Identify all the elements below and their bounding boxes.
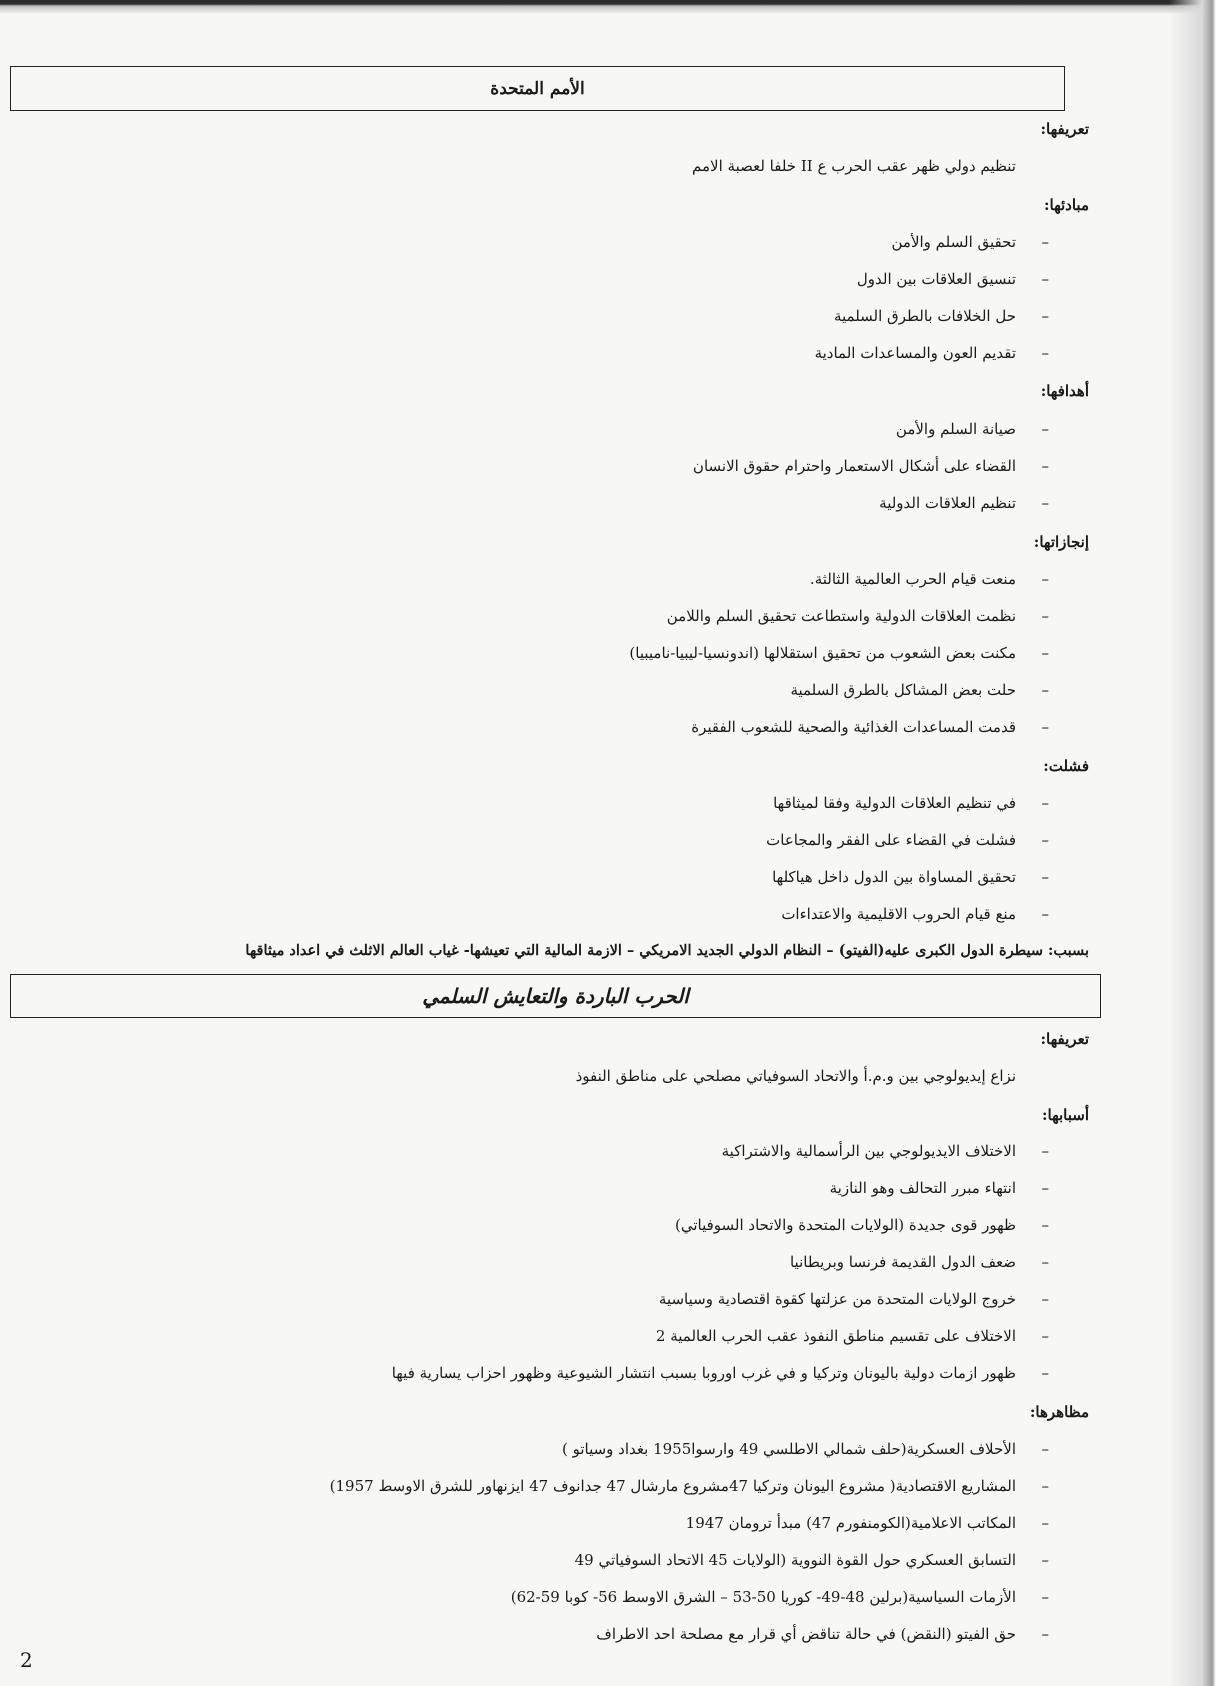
un-principles-heading: مبادئها: — [1043, 196, 1089, 214]
list-item: – قدمت المساعدات الغذائية والصحية للشعوب الفقيرة — [691, 718, 1049, 736]
list-item: – في تنظيم العلاقات الدولية وفقا لميثاقها — [773, 794, 1049, 812]
list-item: – منع قيام الحروب الاقليمية والاعتداءات — [781, 905, 1049, 923]
un-title-banner — [10, 66, 1065, 111]
list-item: – تنظيم العلاقات الدولية — [879, 494, 1049, 512]
list-item: – القضاء على أشكال الاستعمار واحترام حقوق الانسان — [692, 457, 1049, 475]
list-item: – تنسيق العلاقات بين الدول — [856, 270, 1049, 288]
list-item: – مكنت بعض الشعوب من تحقيق استقلالها (اندونسيا-ليبيا-ناميبيا) — [629, 644, 1049, 662]
un-failure-causes: بسبب: سيطرة الدول الكبرى عليه(الفيتو) – النظام الدولي الجديد الامريكي – الازمة المالية التي تعيشها- غياب العالم الاثلث في اعداد ميثاقها — [245, 942, 1089, 959]
page-number: 2 — [20, 1648, 33, 1672]
list-item: – فشلت في القضاء على الفقر والمجاعات — [766, 831, 1049, 849]
un-achievements-heading: إنجازاتها: — [1033, 533, 1089, 551]
cold-war-causes-heading: أسبابها: — [1041, 1106, 1089, 1124]
cold-war-title-banner — [10, 974, 1101, 1018]
list-item: – الأحلاف العسكرية(حلف شمالي الاطلسي 49 وارسوا1955 بغداد وسياتو ) — [561, 1440, 1049, 1458]
list-item: – منعت قيام الحرب العالمية الثالثة. — [809, 570, 1049, 588]
list-item: – انتهاء مبرر التحالف وهو النازية — [829, 1179, 1049, 1197]
list-item: – تحقيق المساواة بين الدول داخل هياكلها — [772, 868, 1049, 886]
list-item: – ظهور قوى جديدة (الولايات المتحدة والاتحاد السوفياتي) — [674, 1216, 1049, 1234]
list-item: – خروج الولايات المتحدة من عزلتها كقوة اقتصادية وسياسية — [658, 1290, 1049, 1308]
list-item: – تحقيق السلم والأمن — [891, 233, 1049, 251]
list-item: – حلت بعض المشاكل بالطرق السلمية — [790, 681, 1049, 699]
list-item: – حل الخلافات بالطرق السلمية — [833, 307, 1049, 325]
un-goals-heading: أهدافها: — [1040, 382, 1089, 400]
list-item: – ظهور ازمات دولية باليونان وتركيا و في غرب اوروبا بسبب انتشار الشيوعية وظهور احزاب يسارية فيها — [391, 1364, 1049, 1382]
un-definition-heading: تعريفها: — [1040, 120, 1089, 138]
list-item: – نظمت العلاقات الدولية واستطاعت تحقيق السلم واللامن — [666, 607, 1049, 625]
list-item: – حق الفيتو (النقض) في حالة تناقض أي قرار مع مصلحة احد الاطراف — [596, 1625, 1049, 1643]
cold-war-manifestations-heading: مظاهرها: — [1029, 1403, 1089, 1421]
un-definition-text: تنظيم دولي ظهر عقب الحرب ع II خلفا لعصبة الامم — [692, 157, 1016, 175]
list-item: – الاختلاف على تقسيم مناطق النفوذ عقب الحرب العالمية 2 — [655, 1327, 1049, 1345]
cold-war-title: الحرب الباردة والتعايش السلمي — [422, 984, 689, 1008]
list-item: – تقديم العون والمساعدات المادية — [814, 344, 1049, 362]
cold-war-definition-heading: تعريفها: — [1040, 1030, 1089, 1048]
un-title: الأمم المتحدة — [490, 78, 585, 99]
list-item: – التسابق العسكري حول القوة النووية (الولايات 45 الاتحاد السوفياتي 49 — [574, 1551, 1049, 1569]
list-item: – ضعف الدول القديمة فرنسا وبريطانيا — [789, 1253, 1049, 1271]
list-item: – الأزمات السياسية(برلين 48-49- كوريا 50-53 – الشرق الاوسط 56- كوبا 59-62) — [510, 1588, 1049, 1606]
un-failures-heading: فشلت: — [1043, 757, 1089, 775]
cold-war-definition-text: نزاع إيديولوجي بين و.م.أ والاتحاد السوفياتي مصلحي على مناطق النفوذ — [575, 1067, 1016, 1085]
list-item: – المشاريع الاقتصادية( مشروع اليونان وتركيا 47مشروع مارشال 47 جدانوف 47 ايزنهاور للشرق الاوسط 1957) — [329, 1477, 1049, 1495]
list-item: – المكاتب الاعلامية(الكومنفورم 47) مبدأ ترومان 1947 — [685, 1514, 1049, 1532]
list-item: – صيانة السلم والأمن — [895, 420, 1049, 438]
list-item: – الاختلاف الايديولوجي بين الرأسمالية والاشتراكية — [721, 1142, 1049, 1160]
